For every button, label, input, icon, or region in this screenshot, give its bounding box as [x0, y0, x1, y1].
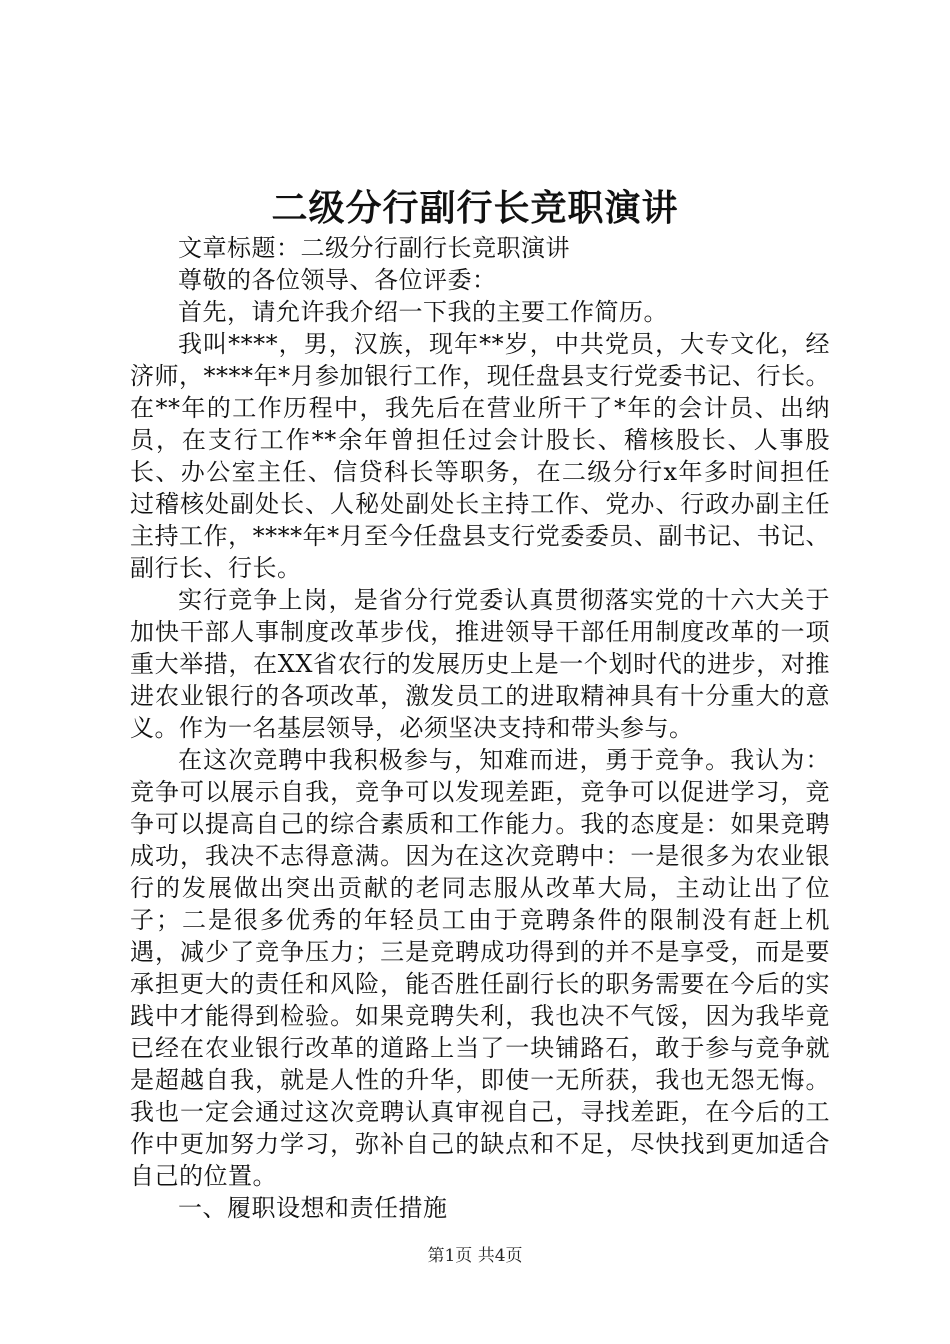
paragraph-salutation: 尊敬的各位领导、各位评委： [178, 266, 497, 294]
paragraph-intro: 首先，请允许我介绍一下我的主要工作简历。 [178, 298, 668, 326]
paragraph-attitude: 在这次竞聘中我积极参与，知难而进，勇于竞争。我认为：竞争可以展示自我，竞争可以发现差距，竞争可以促进学习，竞争可以提高自己的综合素质和工作能力。我的态度是：如果竞聘成功，我决不志得意满。因为在这次竞聘中：一是很多为农业银行的发展做出突出贡献的老同志服从改革大局，主动让出了位子；二是很多优秀的年轻员工由于竞聘条件的限制没有赶上机遇，减少了竞争压力；三是竞聘成功得到的并不是享受，而是要承担更大的责任和风险，能否胜任副行长的职务需要在今后的实践中才能得到检验。如果竞聘失利，我也决不气馁，因为我毕竟已经在农业银行改革的道路上当了一块铺路石，敢于参与竞争就是超越自我，就是人性的升华，即使一无所获，我也无怨无悔。我也一定会通过这次竞聘认真审视自己，寻找差距，在今后的工作中更加努力学习，弥补自己的缺点和不足，尽快找到更加适合自己的位置。 [130, 746, 830, 1190]
document-body [130, 232, 830, 1224]
paragraph-article-title: 文章标题：二级分行副行长竞职演讲 [178, 234, 570, 262]
section-heading: 一、履职设想和责任措施 [178, 1194, 448, 1222]
paragraph-resume: 我叫****，男，汉族，现年**岁，中共党员，大专文化，经济师，****年*月参加银行工作，现任盘县支行党委书记、行长。在**年的工作历程中，我先后在营业所干了*年的会计员、出纳员，在支行工作**余年曾担任过会计股长、稽核股长、人事股长、办公室主任、信贷科长等职务，在二级分行x年多时间担任过稽核处副处长、人秘处副处长主持工作、党办、行政办副主任主持工作，****年*月至今任盘县支行党委委员、副书记、书记、副行长、行长。 [130, 330, 830, 582]
page-number-footer: 第1页 共4页 [427, 1246, 523, 1266]
paragraph-reform: 实行竞争上岗，是省分行党委认真贯彻落实党的十六大关于加快干部人事制度改革步伐，推进领导干部任用制度改革的一项重大举措，在XX省农行的发展历史上是一个划时代的进步，对推进农业银行的各项改革，激发员工的进取精神具有十分重大的意义。作为一名基层领导，必须坚决支持和带头参与。 [130, 586, 830, 742]
document-title: 二级分行副行长竞职演讲 [271, 187, 679, 229]
